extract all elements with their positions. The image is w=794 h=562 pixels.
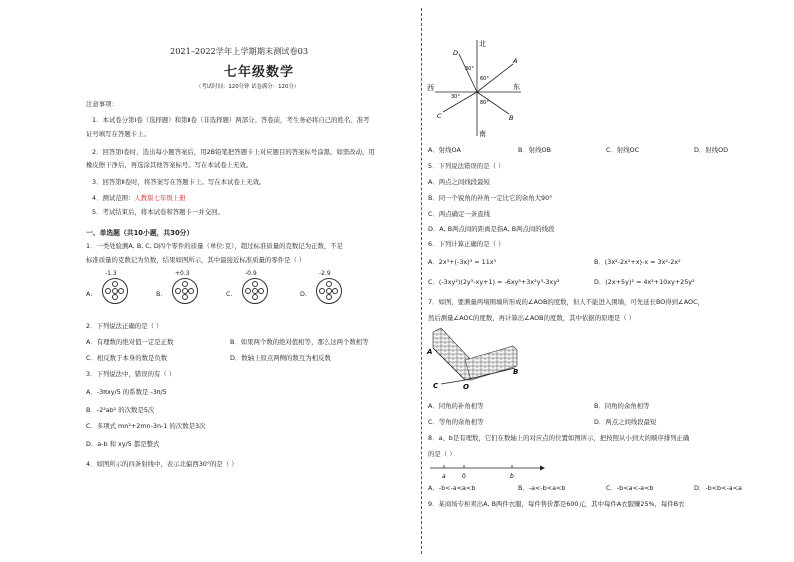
q4-option-a[interactable]: A．射线OA	[428, 146, 461, 154]
angle-label-3: 30°	[451, 94, 460, 100]
q7-option-d[interactable]: D．两点之间线段最短	[594, 418, 657, 426]
part-c-diagram	[238, 270, 270, 306]
q9-line-1: 9．某商场专柜卖出A, B两件衣服，每件售价都是600元，其中每件A衣服赚25%，每件B衣	[428, 500, 685, 508]
wall-label-c: C	[433, 382, 439, 390]
wall-label-o: O	[463, 383, 469, 391]
q1-option-b-letter[interactable]: B.	[156, 290, 163, 298]
wall-label-b: B	[513, 368, 519, 376]
q5-stem: 5．下列说法错误的是（ ）	[428, 162, 505, 170]
part-c-value: -0.9	[245, 270, 257, 277]
q3-option-b[interactable]: B．-2³ab² 的次数是5次	[86, 406, 155, 414]
part-b-circle	[172, 278, 198, 304]
time-info: （考试时间：120分钟 试卷满分：120分）	[196, 84, 300, 90]
q7-option-c[interactable]: C．等角的余角相等	[428, 418, 484, 426]
q2-option-c[interactable]: C．相反数于本身的数是负数	[86, 354, 168, 362]
compass-west: 西	[427, 84, 434, 92]
q2-option-a[interactable]: A．有理数的绝对值一定是正数	[86, 338, 174, 346]
q2-stem: 2．下列说法正确的是（ ）	[86, 322, 163, 330]
q8-option-b[interactable]: B．-a<-b<a<b	[518, 484, 566, 492]
q8-option-c[interactable]: C．-b<a<-a<b	[606, 484, 654, 492]
angle-label-2: 60°	[480, 76, 489, 82]
q5-option-b[interactable]: B．同一个锐角的补角一定比它的余角大90°	[428, 194, 553, 202]
axis-label-zero: 0	[462, 473, 466, 480]
q5-option-c[interactable]: C．两点确定一条直线	[428, 210, 490, 218]
note-line-1: 1．本试卷分第Ⅰ卷（选择题）和第Ⅱ卷（非选择题）两部分。答卷前，考生务必将自己的姓名、准考	[92, 116, 370, 124]
ray-label-c: C	[437, 112, 442, 120]
notes-heading: 注意事项：	[86, 100, 118, 108]
section-heading: 一、单选题（共10小题，共30分）	[86, 229, 194, 237]
q8-line-2: 的是（ ）	[428, 450, 456, 458]
q8-option-a[interactable]: A．-b<-a<a<b	[428, 484, 476, 492]
ray-label-a: A	[513, 57, 518, 65]
q1-line-1: 1．一类处验测A, B, C, D四个零件的质量（单位:克），超过标准质量的克数记为正数，不足	[86, 242, 344, 250]
note-line-7: 5．考试结束后，将本试卷和答题卡一并交回。	[92, 208, 224, 216]
note-line-3: 2．回答第Ⅰ卷时，选出每小题答案后，用2B铅笔把答题卡上对应题目的答案标号涂黑。如需改动，用	[92, 148, 375, 156]
wall-diagram	[425, 326, 525, 392]
q4-option-b[interactable]: B．射线OB	[518, 146, 551, 154]
q6-option-d[interactable]: D．(2x+5y)² = 4x²+10xy+25y²	[594, 278, 695, 286]
axis-label-a: a	[442, 473, 446, 480]
q2-option-d[interactable]: D．数轴上原点两侧的数互为相反数	[230, 354, 331, 362]
part-d-circle	[316, 278, 342, 304]
q3-stem: 3．下列说法中，错误的有（ ）	[86, 370, 176, 378]
note-line-4: 橡皮擦干净后，再选涂其他答案标号。写在本试卷上无效。	[86, 161, 253, 169]
q4-option-d[interactable]: D．射线OD	[694, 146, 729, 154]
q6-option-c[interactable]: C．(-3xy²)(2y³-xy+1) = -6xy⁵+3x²y³-3xy²	[428, 278, 560, 286]
q8-option-d[interactable]: D．-b<b<-a<a	[694, 484, 742, 492]
column-divider	[421, 8, 422, 554]
compass-diagram	[425, 36, 545, 140]
compass-north: 北	[479, 40, 486, 48]
q7-option-a[interactable]: A．同角的补角相等	[428, 402, 484, 410]
angle-label-4: 80°	[480, 100, 489, 106]
part-a-value: -1.3	[105, 270, 117, 277]
part-b-diagram	[168, 270, 200, 306]
exam-title: 2021–2022学年上学期期末测试卷03	[170, 46, 309, 56]
q6-option-b[interactable]: B．(3x²-2x²+x)-x = 3x²-2x²	[594, 258, 681, 266]
q2-option-b[interactable]: B．如果两个数的绝对值相等，那么这两个数相等	[230, 338, 369, 346]
q3-option-a[interactable]: A．-3πxy/5 的系数是 -3π/5	[86, 388, 167, 396]
q7-option-b[interactable]: B．同角的余角相等	[594, 402, 650, 410]
compass-east: 东	[513, 83, 520, 91]
part-d-value: -2.9	[319, 270, 331, 277]
range-label: 4．测试范围：	[92, 194, 135, 202]
part-c-circle	[242, 278, 268, 304]
q3-option-d[interactable]: D．a-b 和 xy/5 都是整式	[86, 440, 160, 448]
q1-option-a-letter[interactable]: A.	[86, 290, 93, 298]
wall-label-a: A	[427, 348, 433, 356]
q8-line-1: 8．a、b是有理数，它们在数轴上的对应点的位置如图所示，把按照从小到大的顺序排列正确	[428, 434, 690, 442]
q4-stem: 4．如图所示的四条射线中，表示北偏西30°的是（ ）	[86, 460, 238, 468]
angle-label-1: 30°	[465, 66, 474, 72]
note-line-5: 3．回答第Ⅱ卷时，将答案写在答题卡上。写在本试卷上无效。	[92, 178, 266, 186]
q3-option-c[interactable]: C．多项式 mn²+2mn-3n-1 的次数是3次	[86, 422, 206, 430]
q1-line-2: 标准质量的克数记为负数，结果如图所示，其中最接近标准质量的零件是（ ）	[86, 256, 306, 264]
q7-line-2: 然后测量∠AOC的度数，再计算出∠AOB的度数，其中依据的原理是（ ）	[428, 314, 636, 322]
part-a-circle	[102, 278, 128, 304]
q1-option-c-letter[interactable]: C.	[226, 290, 233, 298]
part-a-diagram	[98, 270, 130, 306]
q1-option-d-letter[interactable]: D.	[300, 290, 307, 298]
ray-label-b: B	[509, 114, 514, 122]
compass-south: 南	[479, 130, 486, 138]
ray-label-d: D	[453, 49, 459, 57]
subject-title: 七年级数学	[224, 65, 295, 80]
number-line	[428, 460, 548, 482]
part-d-diagram	[312, 270, 344, 306]
q5-option-a[interactable]: A．两点之间线段最短	[428, 178, 490, 186]
q7-line-1: 7．如图，要测量两堵围墙所形成的∠AOB的度数，但人不能进入围墙，可先延长BO得到∠AOC，	[428, 298, 704, 306]
q4-option-c[interactable]: C．射线OC	[606, 146, 640, 154]
note-line-6	[92, 194, 186, 202]
q6-stem: 6．下列计算正确的是（ ）	[428, 240, 505, 248]
part-b-value: +0.3	[175, 270, 190, 277]
axis-label-b: b	[510, 473, 514, 480]
range-value: 人教版七年级上册	[134, 194, 186, 202]
q6-option-a[interactable]: A．2x³+(-3x)³ = 11x³	[428, 258, 497, 266]
q5-option-d[interactable]: D．A, B两点间的距离是指A, B两点间的线段	[428, 225, 555, 233]
note-line-2: 证号填写在答题卡上。	[86, 130, 150, 138]
